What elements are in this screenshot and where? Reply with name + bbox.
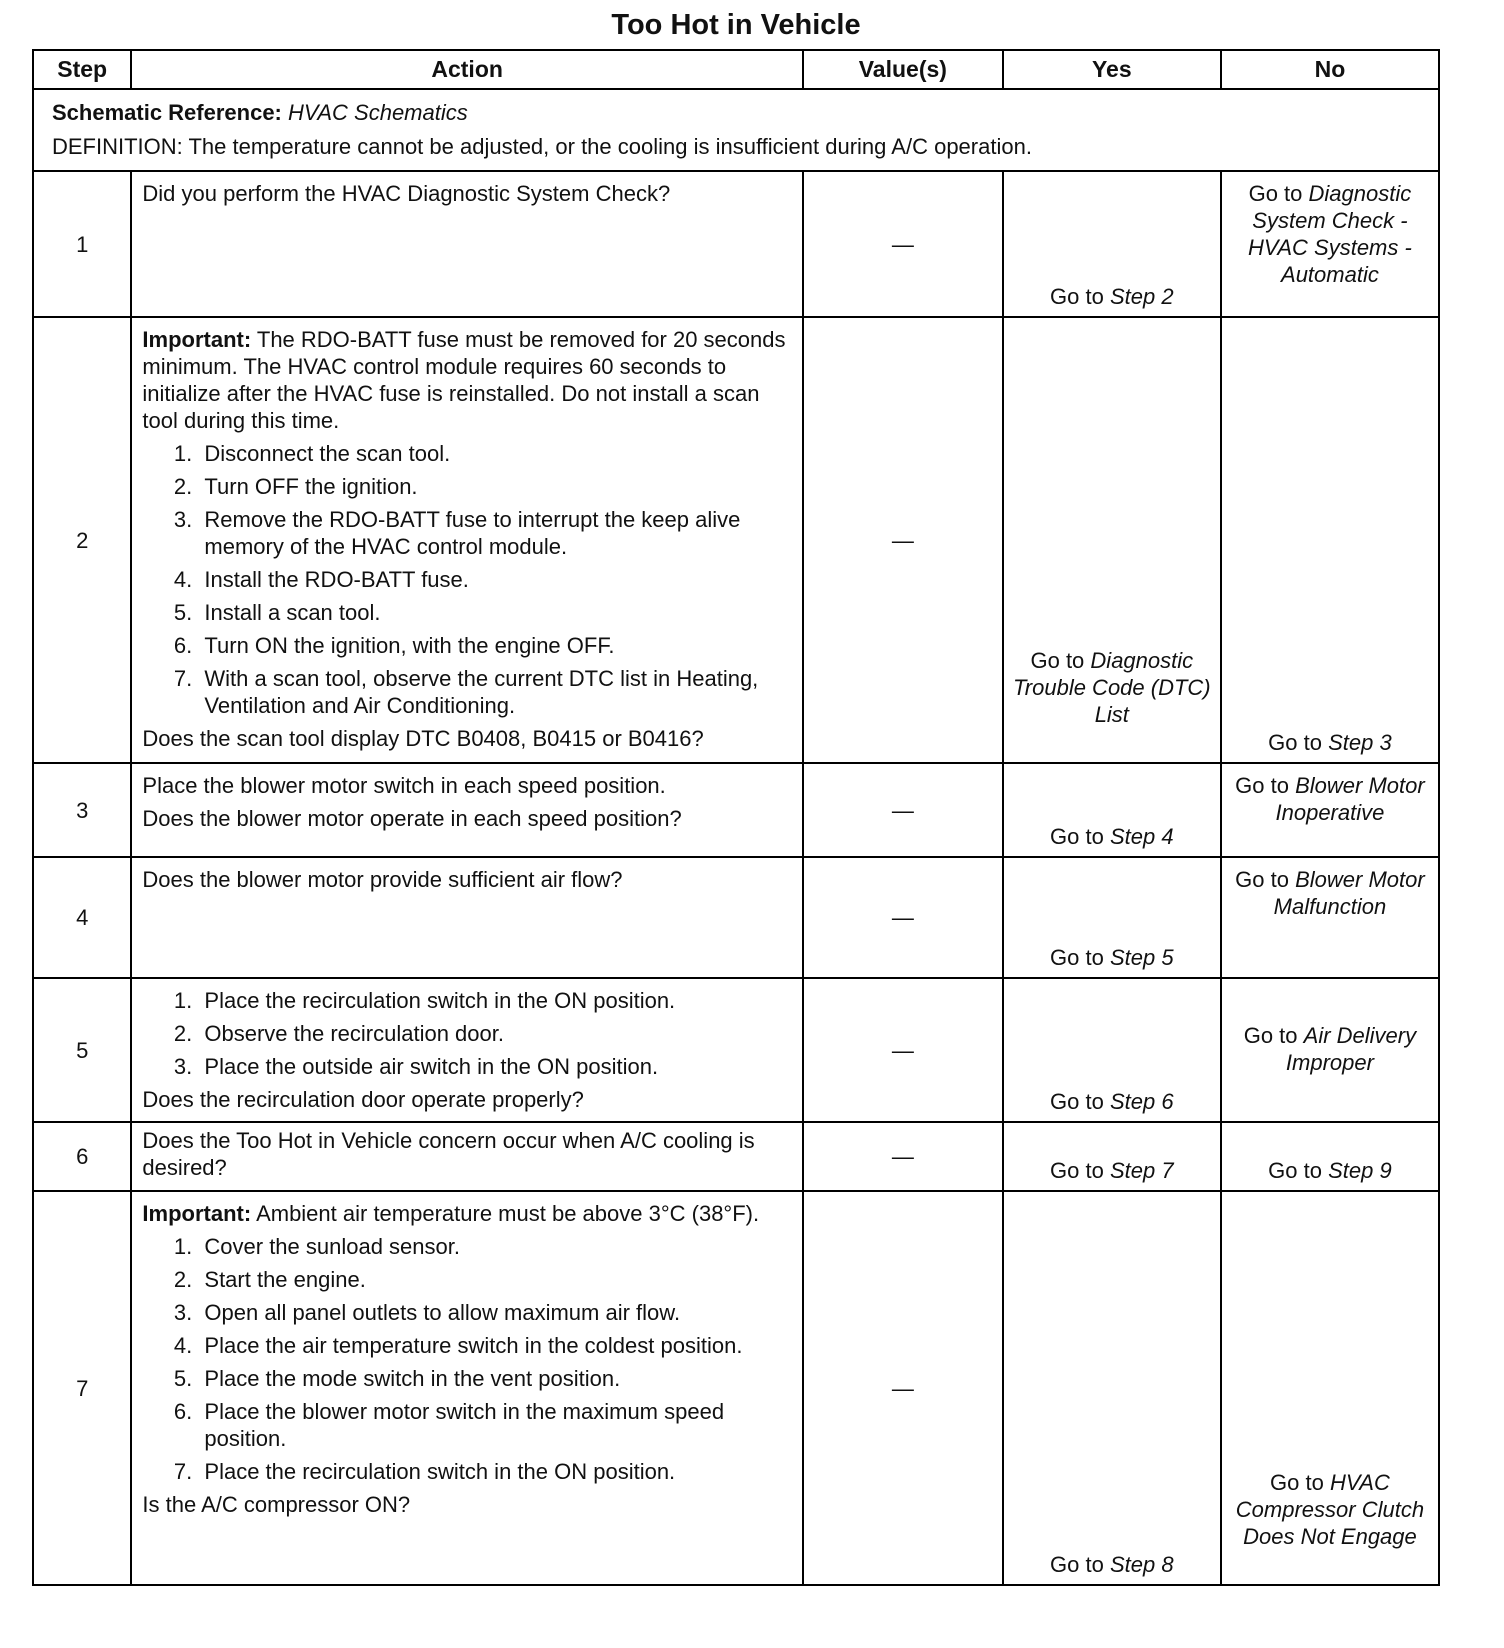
value-cell: — [803, 1191, 1003, 1585]
goto-label: Go to [1050, 1158, 1104, 1183]
yes-link[interactable]: Step 2 [1109, 284, 1174, 309]
important-note [142, 1200, 792, 1227]
value-cell: — [803, 317, 1003, 763]
goto-label: Go to [1268, 730, 1322, 755]
header-row [33, 50, 1439, 89]
step-question: Does the recirculation door operate properly? [142, 1087, 584, 1112]
page-title: Too Hot in Vehicle [611, 9, 861, 41]
goto-label: Go to [1030, 648, 1085, 673]
instruction-list [142, 1233, 792, 1485]
goto-label: Go to [1248, 181, 1303, 206]
instruction-list [142, 987, 792, 1080]
list-item: 1. Place the recirculation switch in the ON position. [198, 987, 792, 1014]
goto-label: Go to [1243, 1023, 1298, 1048]
list-item: 6. Place the blower motor switch in the maximum speed position. [198, 1398, 792, 1452]
step-row-6 [33, 1122, 1439, 1191]
step-number: 3 [33, 763, 131, 857]
step-number: 4 [33, 857, 131, 978]
step-number: 2 [33, 317, 131, 763]
header-step: Step [33, 50, 131, 89]
goto-label: Go to [1050, 1552, 1104, 1577]
action-cell [131, 857, 803, 978]
yes-link[interactable]: Step 7 [1109, 1158, 1174, 1183]
value-cell: — [803, 763, 1003, 857]
step-number: 5 [33, 978, 131, 1122]
step-number: 6 [33, 1122, 131, 1191]
value-cell: — [803, 1122, 1003, 1191]
list-item: 1. Cover the sunload sensor. [198, 1233, 792, 1260]
schematic-label: Schematic Reference: [52, 100, 282, 125]
list-item: 2. Observe the recirculation door. [198, 1020, 792, 1047]
goto-label: Go to [1050, 1089, 1104, 1114]
goto-label: Go to [1050, 824, 1104, 849]
no-link[interactable]: Step 9 [1328, 1158, 1392, 1183]
step-row-1 [33, 171, 1439, 317]
list-item: 5. Place the mode switch in the vent position. [198, 1365, 792, 1392]
list-item: 4. Install the RDO-BATT fuse. [198, 566, 792, 593]
step-row-2 [33, 317, 1439, 763]
important-label: Important: [142, 1201, 252, 1226]
goto-label: Go to [1235, 867, 1289, 892]
instruction-list [142, 440, 792, 719]
yes-link[interactable]: Step 5 [1109, 945, 1174, 970]
no-cell [1221, 978, 1439, 1122]
step-row-7 [33, 1191, 1439, 1585]
important-text: Ambient air temperature must be above 3°C (38°F). [256, 1201, 760, 1226]
list-item: 3. Remove the RDO-BATT fuse to interrupt the keep alive memory of the HVAC control module. [198, 506, 792, 560]
value-cell: — [803, 857, 1003, 978]
header-yes: Yes [1003, 50, 1221, 89]
yes-cell [1003, 317, 1221, 763]
yes-link[interactable]: Step 6 [1109, 1089, 1174, 1114]
action-cell [131, 1122, 803, 1191]
list-item: 6. Turn ON the ignition, with the engine OFF. [198, 632, 792, 659]
schematic-link[interactable]: HVAC Schematics [288, 100, 468, 125]
no-link[interactable]: Air Delivery Improper [1285, 1023, 1417, 1075]
no-cell [1221, 763, 1439, 857]
list-item: 3. Place the outside air switch in the ON position. [198, 1053, 792, 1080]
no-cell [1221, 1122, 1439, 1191]
step-row-5 [33, 978, 1439, 1122]
list-item: 1. Disconnect the scan tool. [198, 440, 792, 467]
yes-cell [1003, 1191, 1221, 1585]
step-question: Does the blower motor operate in each speed position? [142, 806, 682, 831]
definition-text: DEFINITION: The temperature cannot be adjusted, or the cooling is insufficient during A/C operation. [52, 134, 1032, 159]
list-item: 2. Start the engine. [198, 1266, 792, 1293]
header-no: No [1221, 50, 1439, 89]
step-row-4 [33, 857, 1439, 978]
step-row-3 [33, 763, 1439, 857]
no-link[interactable]: Blower Motor Inoperative [1275, 773, 1425, 825]
goto-label: Go to [1235, 773, 1289, 798]
list-item: 7. Place the recirculation switch in the ON position. [198, 1458, 792, 1485]
value-cell: — [803, 978, 1003, 1122]
step-question: Did you perform the HVAC Diagnostic System Check? [142, 181, 671, 206]
action-cell [131, 171, 803, 317]
yes-cell [1003, 1122, 1221, 1191]
no-cell [1221, 857, 1439, 978]
yes-link[interactable]: Step 8 [1109, 1552, 1174, 1577]
action-cell [131, 978, 803, 1122]
yes-cell [1003, 763, 1221, 857]
no-cell [1221, 171, 1439, 317]
step-instruction: Place the blower motor switch in each speed position. [142, 773, 666, 798]
list-item: 2. Turn OFF the ignition. [198, 473, 792, 500]
schematic-reference-row [33, 89, 1439, 171]
step-question: Does the Too Hot in Vehicle concern occur when A/C cooling is desired? [142, 1128, 755, 1180]
action-cell [131, 1191, 803, 1585]
no-link[interactable]: Diagnostic System Check - HVAC Systems - Automatic [1248, 181, 1412, 287]
list-item: 7. With a scan tool, observe the current DTC list in Heating, Ventilation and Air Conditioning. [198, 665, 792, 719]
value-cell: — [803, 171, 1003, 317]
goto-label: Go to [1270, 1470, 1324, 1495]
step-question: Does the blower motor provide sufficient air flow? [142, 867, 623, 892]
no-cell [1221, 1191, 1439, 1585]
step-question: Is the A/C compressor ON? [142, 1492, 411, 1517]
important-text: The RDO-BATT fuse must be removed for 20 seconds minimum. The HVAC control module requires 60 seconds to initialize after the HVAC fuse is reinstalled. Do not install a scan tool during this time. [142, 327, 786, 433]
important-label: Important: [142, 327, 252, 352]
list-item: 3. Open all panel outlets to allow maximum air flow. [198, 1299, 792, 1326]
schematic-reference-cell [33, 89, 1439, 171]
no-link[interactable]: HVAC Compressor Clutch Does Not Engage [1235, 1470, 1425, 1549]
header-action: Action [131, 50, 803, 89]
no-cell [1221, 317, 1439, 763]
header-values: Value(s) [803, 50, 1003, 89]
no-link[interactable]: Blower Motor Malfunction [1273, 867, 1425, 919]
yes-cell [1003, 171, 1221, 317]
no-link[interactable]: Step 3 [1328, 730, 1392, 755]
goto-label: Go to [1268, 1158, 1322, 1183]
yes-link[interactable]: Diagnostic Trouble Code (DTC) List [1012, 648, 1211, 727]
yes-cell [1003, 857, 1221, 978]
step-question: Does the scan tool display DTC B0408, B0415 or B0416? [142, 726, 704, 751]
important-note [142, 326, 792, 434]
yes-cell [1003, 978, 1221, 1122]
action-cell [131, 763, 803, 857]
list-item: 4. Place the air temperature switch in the coldest position. [198, 1332, 792, 1359]
step-number: 1 [33, 171, 131, 317]
action-cell [131, 317, 803, 763]
step-number: 7 [33, 1191, 131, 1585]
goto-label: Go to [1050, 945, 1104, 970]
yes-link[interactable]: Step 4 [1109, 824, 1174, 849]
diagnostic-table [32, 49, 1440, 1586]
goto-label: Go to [1050, 284, 1104, 309]
list-item: 5. Install a scan tool. [198, 599, 792, 626]
